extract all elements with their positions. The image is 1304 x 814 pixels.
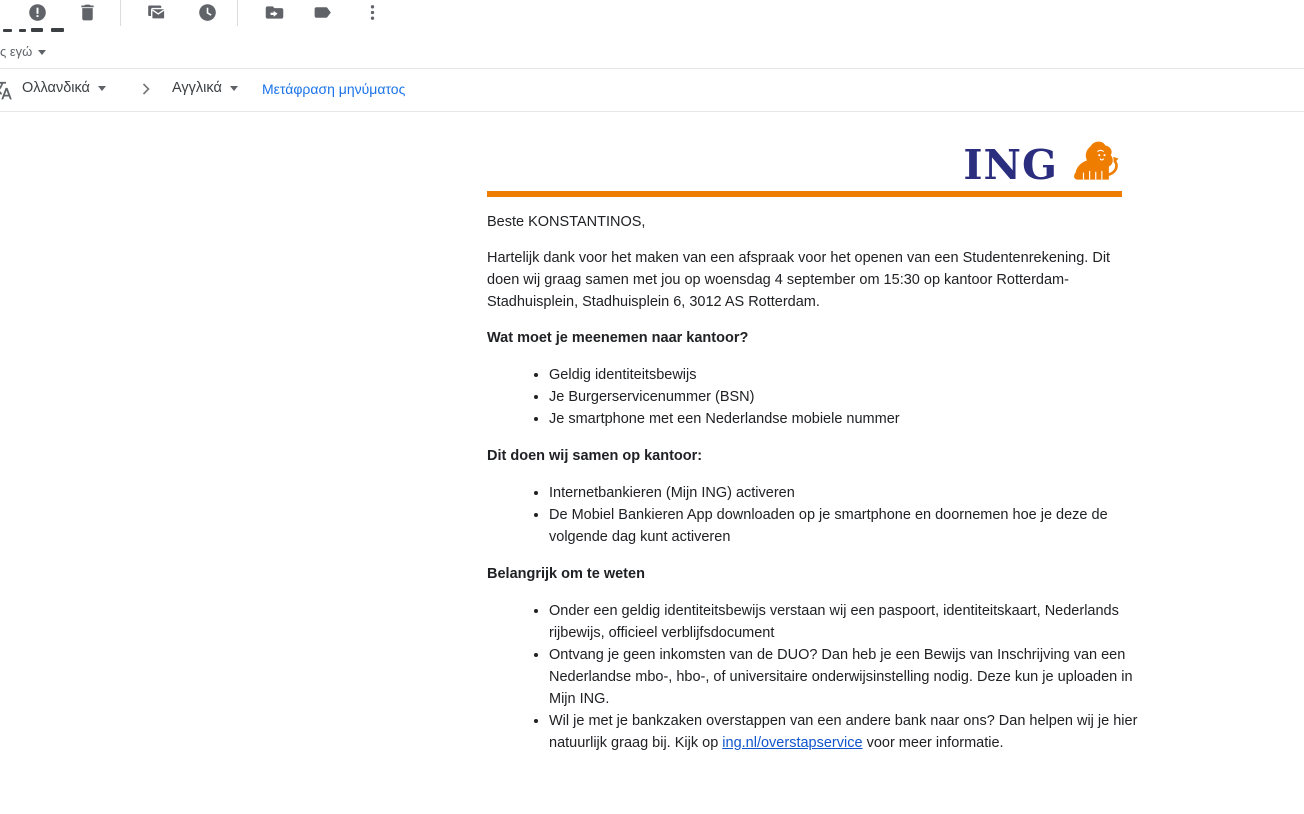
snooze-icon[interactable]: [197, 1, 219, 23]
section-heading-important: Belangrijk om te weten: [487, 566, 645, 582]
more-options-icon[interactable]: [362, 1, 376, 23]
report-spam-icon[interactable]: [27, 1, 49, 23]
translate-divider: [0, 111, 1304, 112]
target-language-selector[interactable]: [172, 80, 238, 96]
target-language-label: Αγγλικά: [172, 80, 222, 96]
toolbar-separator: [237, 0, 238, 26]
mark-unread-icon[interactable]: [146, 1, 168, 23]
ing-lion-icon: [1066, 139, 1122, 187]
chevron-right-icon: [138, 81, 154, 97]
greeting: Beste KONSTANTINOS,: [487, 214, 646, 230]
move-to-icon[interactable]: [264, 1, 286, 23]
ing-logo: [487, 141, 1122, 189]
toolbar-separator: [120, 0, 121, 26]
translate-icon: [0, 78, 13, 102]
list-item-text: voor meer informatie.: [862, 735, 1004, 751]
bring-list: [487, 364, 1139, 430]
chevron-down-icon: [38, 50, 46, 55]
list-item: • Je Burgerservicenummer (BSN): [549, 386, 1139, 408]
list-item: • Internetbankieren (Mijn ING) activeren: [549, 482, 1139, 504]
translate-message-link[interactable]: Μετάφραση μηνύματος: [262, 81, 406, 97]
list-item: • Geldig identiteitsbewijs: [549, 364, 1139, 386]
recipient-details-toggle[interactable]: [0, 44, 46, 59]
overstapservice-link[interactable]: ing.nl/overstapservice: [722, 735, 863, 751]
list-item: [549, 710, 1139, 754]
source-language-selector[interactable]: [22, 80, 106, 96]
chevron-down-icon: [230, 86, 238, 91]
intro-paragraph: Hartelijk dank voor het maken van een afspraak voor het openen van een Studentenrekening. Dit doen wij graag samen met jou op woensdag 4 september om 15:30 op kantoor Rotterdam-Stadhuisplein, Stadhuisplein 6, 3012 AS Rotterdam.: [487, 250, 1111, 310]
chevron-down-icon: [98, 86, 106, 91]
orange-divider: [487, 191, 1122, 197]
list-item: • Je smartphone met een Nederlandse mobiele nummer: [549, 408, 1139, 430]
section-heading-bring: Wat moet je meenemen naar kantoor?: [487, 330, 749, 346]
important-list: [487, 600, 1139, 754]
clipped-sender-text: [0, 25, 70, 35]
list-item-text: Wil je met je bankzaken overstappen van een andere bank naar ons? Dan helpen wij je hier natuurlijk graag bij. Kijk op: [549, 713, 1138, 751]
label-icon[interactable]: [312, 1, 334, 23]
email-toolbar: [0, 0, 1304, 26]
together-list: [487, 482, 1139, 548]
list-item: • Ontvang je geen inkomsten van de DUO? Dan heb je een Bewijs van Inschrijving van een Nederlandse mbo-, hbo-, of universitaire onderwijsinstelling nodig. Deze kun je uploaden in Mijn ING.: [549, 644, 1139, 710]
list-item: • Onder een geldig identiteitsbewijs verstaan wij een paspoort, identiteitskaart, Nederlands rijbewijs, officieel verblijfsdocument: [549, 600, 1139, 644]
ing-wordmark: ING: [963, 141, 1058, 189]
message-header-row: [0, 26, 1304, 68]
to-me-label: ς εγώ: [0, 44, 33, 59]
section-heading-together: Dit doen wij samen op kantoor:: [487, 448, 703, 464]
source-language-label: Ολλανδικά: [22, 80, 90, 96]
list-item: • De Mobiel Bankieren App downloaden op je smartphone en doornemen hoe je deze de volgende dag kunt activeren: [549, 504, 1139, 548]
email-message-body: [487, 141, 1139, 769]
delete-icon[interactable]: [77, 1, 99, 23]
translate-bar: [0, 69, 1304, 111]
